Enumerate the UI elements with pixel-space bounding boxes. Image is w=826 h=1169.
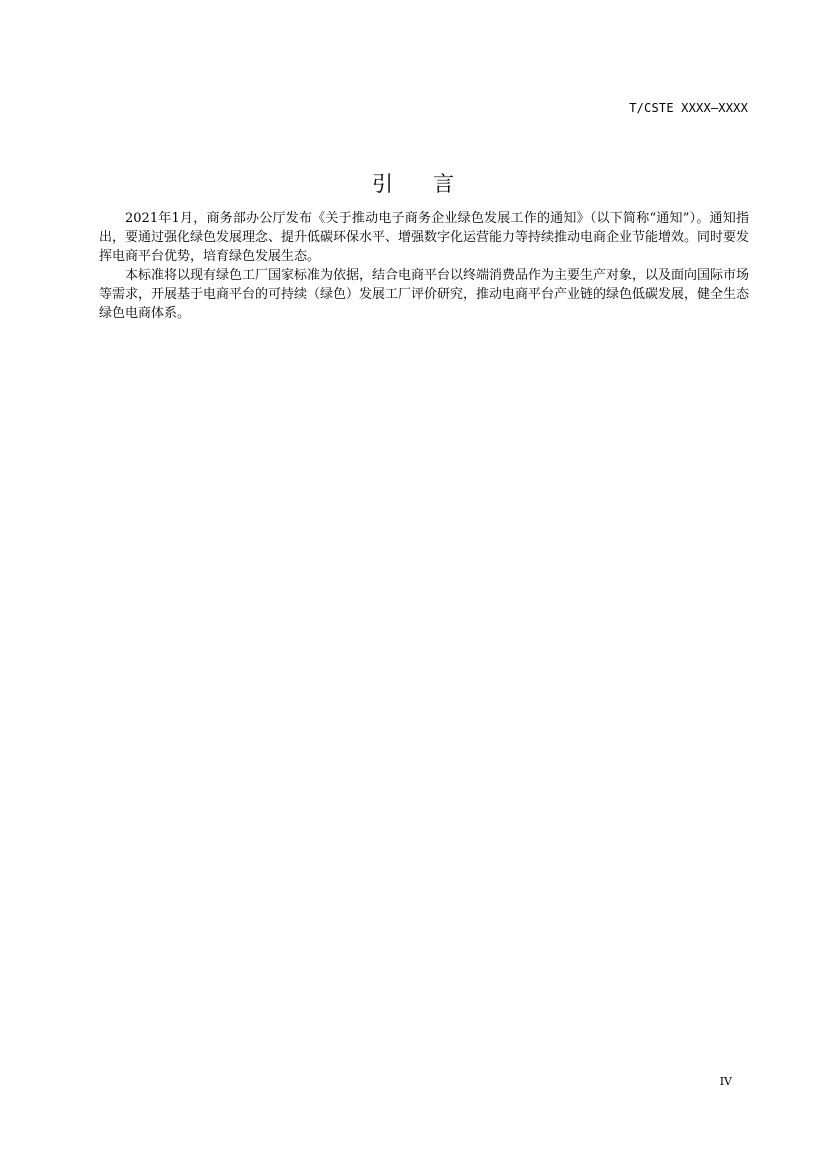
page-number: IV: [719, 1075, 732, 1088]
page-title: 引言: [372, 172, 494, 196]
paragraph-2: 本标准将以现有绿色工厂国家标准为依据，结合电商平台以终端消费品作为主要生产对象，以及面向国际市场等需求，开展基于电商平台的可持续（绿色）发展工厂评价研究，推动电商平台产业链的绿色低碳发展，健全生态绿色电商体系。: [99, 268, 750, 321]
paragraph-1: 2021年1月，商务部办公厅发布《关于推动电子商务企业绿色发展工作的通知》（以下简称“通知”）。通知指出，要通过强化绿色发展理念、提升低碳环保水平、增强数字化运营能力等持续推动电商企业节能增效。同时要发挥电商平台优势，培育绿色发展生态。: [99, 211, 750, 264]
body-text: [99, 209, 749, 323]
document-code: T/CSTE XXXX—XXXX: [629, 101, 748, 115]
